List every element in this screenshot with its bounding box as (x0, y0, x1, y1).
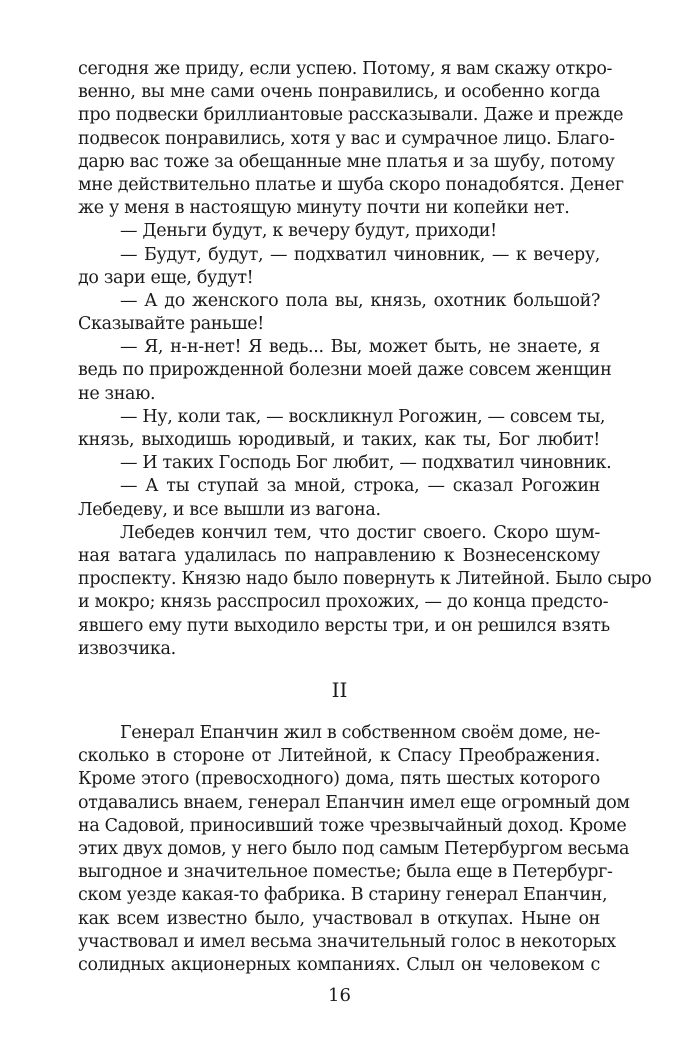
text-line: до зари еще, будут! (78, 267, 254, 288)
text-line: князь, выходишь юродивый, и таких, как ты, Бог любит! (78, 430, 600, 450)
dialogue-line: — Будут, будут, — подхватил чиновник, — к вечеру, (120, 244, 600, 265)
text-line: проспекту. Князю надо было повернуть к Литейной. Было сыро (78, 569, 652, 590)
dialogue-line: — И таких Господь Бог любит, — подхватил чиновник. (120, 453, 612, 474)
text-line: сколько в стороне от Литейной, к Спасу Преображения. (78, 746, 600, 767)
text-line: же у меня в настоящую минуту почти ни копейки нет. (78, 198, 570, 219)
text-line: и мокро; князь расспросил прохожих, — до конца предсто- (78, 592, 609, 613)
text-line: ная ватага удалилась по направлению к Вознесенскому (78, 545, 600, 566)
chapter-heading: II (331, 678, 348, 702)
text-line: отдавались внаем, генерал Епанчин имел еще огромный дом (78, 792, 630, 813)
text-line: солидных акционерных компаниях. Слыл он человеком с (78, 954, 600, 975)
text-line: Кроме этого (превосходного) дома, пять шестых которого (78, 769, 600, 790)
text-line: Лебедеву, и все вышли из вагона. (78, 499, 381, 520)
dialogue-line: — Ну, коли так, — воскликнул Рогожин, — совсем ты, (120, 406, 606, 427)
text-block-bottom (78, 722, 630, 977)
dialogue-line: — Деньги будут, к вечеру будут, приходи! (120, 221, 497, 242)
text-line: дарю вас тоже за обещанные мне платья и за шубу, потому (78, 151, 615, 172)
dialogue-line: — А до женского пола вы, князь, охотник большой? (120, 290, 600, 311)
page-number: 16 (328, 985, 351, 1006)
text-line: Сказывайте раньше! (78, 314, 264, 335)
text-line: выгодное и значительное поместье; была еще в Петербург- (78, 862, 613, 883)
dialogue-line: — А ты ступай за мной, строка, — сказал Рогожин (120, 476, 600, 497)
text-line: извозчика. (78, 638, 176, 659)
text-line: ском уезде какая-то фабрика. В старину генерал Епанчин, (78, 885, 608, 906)
dialogue-line: — Я, н-н-нет! Я ведь... Вы, может быть, не знаете, я (120, 337, 600, 358)
text-line: не знаю. (78, 383, 156, 404)
paragraph-start-line: Лебедев кончил тем, что достиг своего. Скоро шум- (120, 522, 600, 543)
text-line: ведь по прирожденной болезни моей даже совсем женщин (78, 360, 612, 381)
text-line: про подвески бриллиантовые рассказывали. Даже и прежде (78, 105, 624, 126)
text-line: мне действительно платье и шуба скоро понадобятся. Денег (78, 174, 624, 195)
text-line: на Садовой, приносивший тоже чрезвычайный доход. Кроме (78, 815, 627, 836)
text-block-top (78, 58, 652, 661)
paragraph-start-line: Генерал Епанчин жил в собственном своём доме, не- (120, 723, 600, 743)
text-line: явшего ему пути выходило версты три, и он решился взять (78, 615, 610, 636)
text-line: венно, вы мне сами очень понравились, и особенно когда (78, 82, 600, 103)
text-line: подвесок понравились, хотя у вас и сумрачное лицо. Благо- (78, 128, 615, 149)
text-line: как всем известно было, участвовал в откупах. Ныне он (78, 908, 600, 929)
text-line: этих двух домов, у него было под самым Петербургом весьма (78, 838, 630, 859)
text-line: сегодня же приду, если успею. Потому, я вам скажу откро- (78, 59, 613, 79)
text-line: участвовал и имел весьма значительный голос в некоторых (78, 931, 616, 952)
